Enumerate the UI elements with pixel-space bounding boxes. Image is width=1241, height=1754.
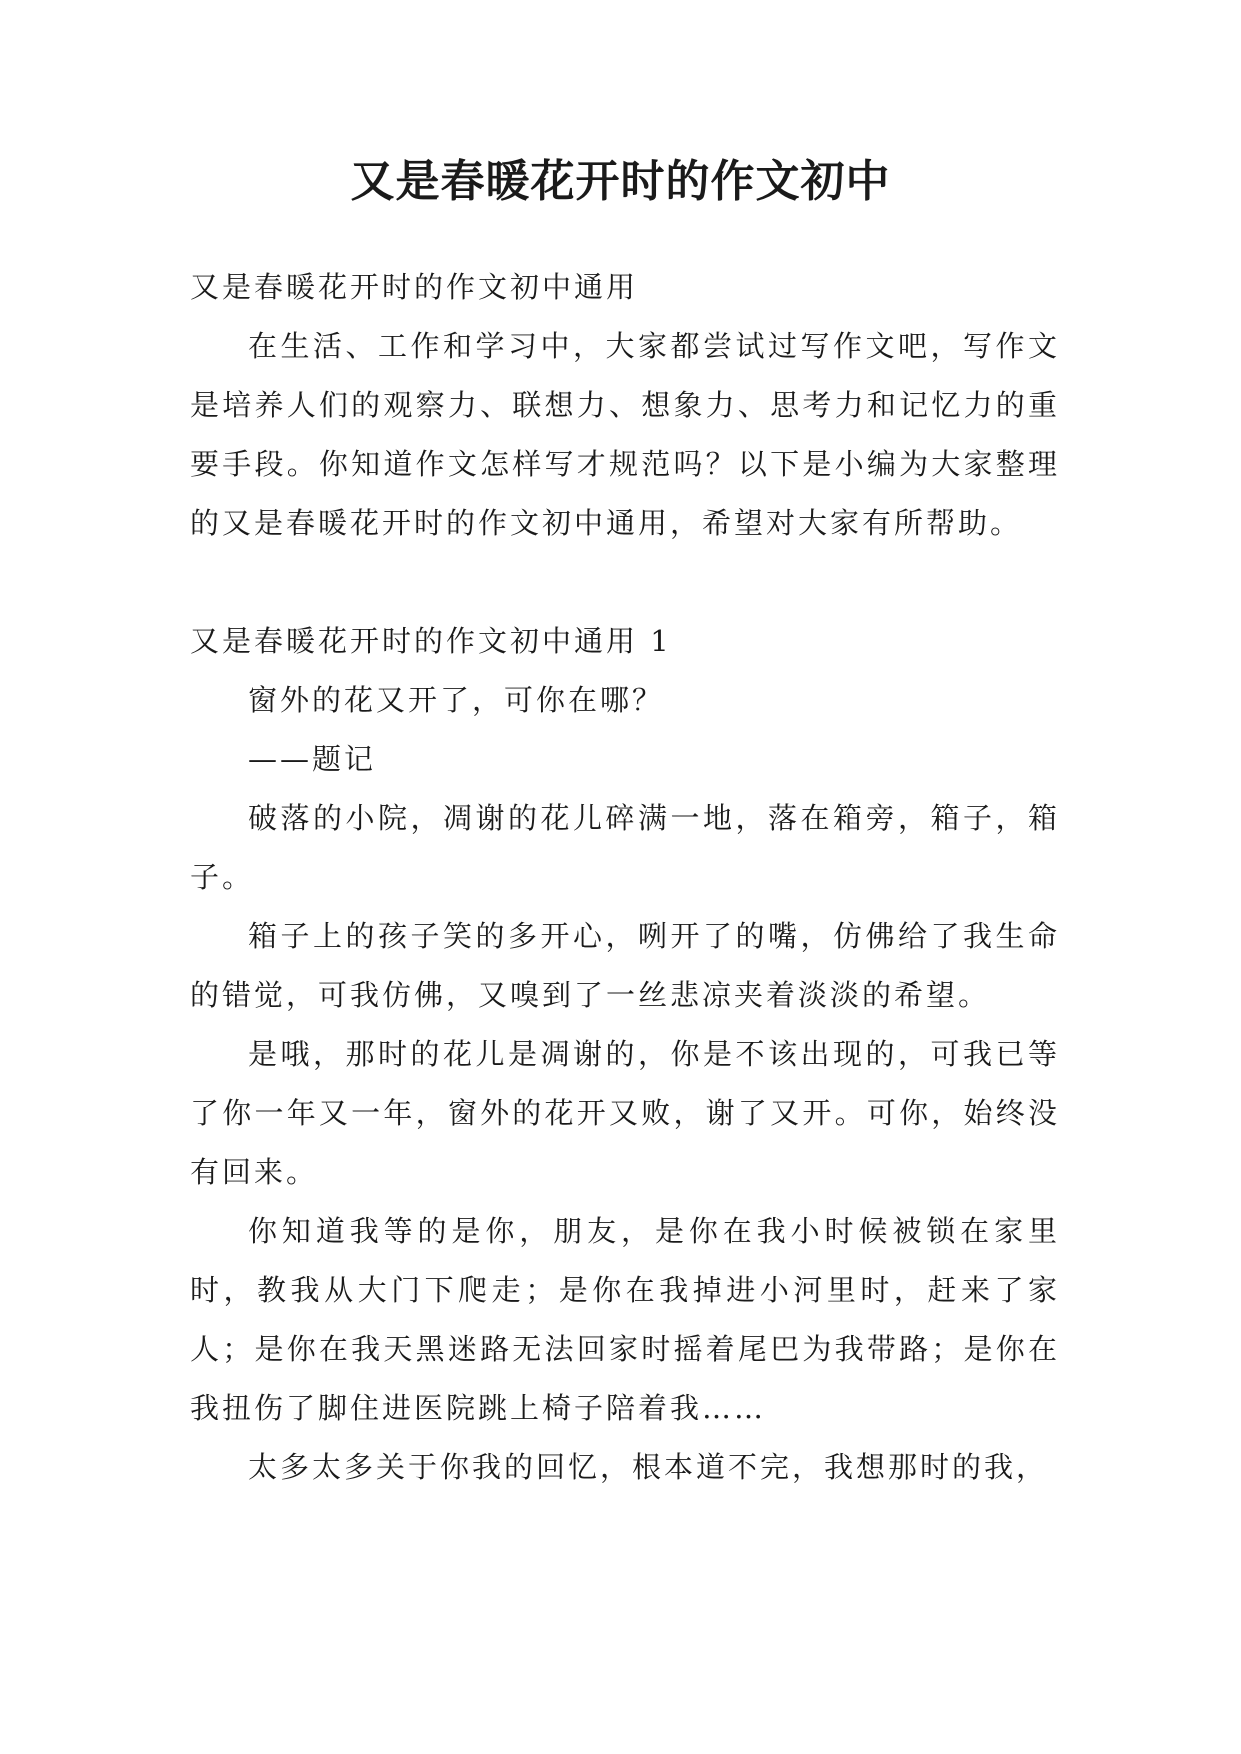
essay-paragraph: 太多太多关于你我的回忆，根本道不完，我想那时的我， bbox=[248, 1450, 1049, 1484]
essay-paragraph: 是哦，那时的花儿是凋谢的，你是不该出现的，可我已等了你一年又一年，窗外的花开又败，谢了又开。可你，始终没有回来。 bbox=[190, 1037, 1060, 1189]
intro-paragraph: 在生活、工作和学习中，大家都尝试过写作文吧，写作文是培养人们的观察力、联想力、想象力、思考力和记忆力的重要手段。你知道作文怎样写才规范吗？以下是小编为大家整理的又是春暖花开时的作文初中通用，希望对大家有所帮助。 bbox=[190, 329, 1060, 540]
document-title: 又是春暖花开时的作文初中 bbox=[350, 156, 891, 207]
essay-paragraph: 你知道我等的是你，朋友，是你在我小时候被锁在家里时，教我从大门下爬走；是你在我掉进小河里时，赶来了家人；是你在我天黑迷路无法回家时摇着尾巴为我带路；是你在我扭伤了脚住进医院跳上椅子陪着我…… bbox=[190, 1214, 1060, 1425]
essay-paragraph: 箱子上的孩子笑的多开心，咧开了的嘴，仿佛给了我生命的错觉，可我仿佛，又嗅到了一丝悲凉夹着淡淡的希望。 bbox=[190, 919, 1060, 1012]
essay-paragraph: 窗外的花又开了，可你在哪？ bbox=[248, 683, 665, 717]
document-body bbox=[190, 258, 1060, 1497]
section-heading: 又是春暖花开时的作文初中通用 1 bbox=[190, 624, 672, 658]
essay-paragraph: 破落的小院，凋谢的花儿碎满一地，落在箱旁，箱子，箱子。 bbox=[190, 801, 1060, 894]
essay-paragraph: ——题记 bbox=[248, 742, 377, 776]
document-subtitle: 又是春暖花开时的作文初中通用 bbox=[190, 270, 639, 304]
